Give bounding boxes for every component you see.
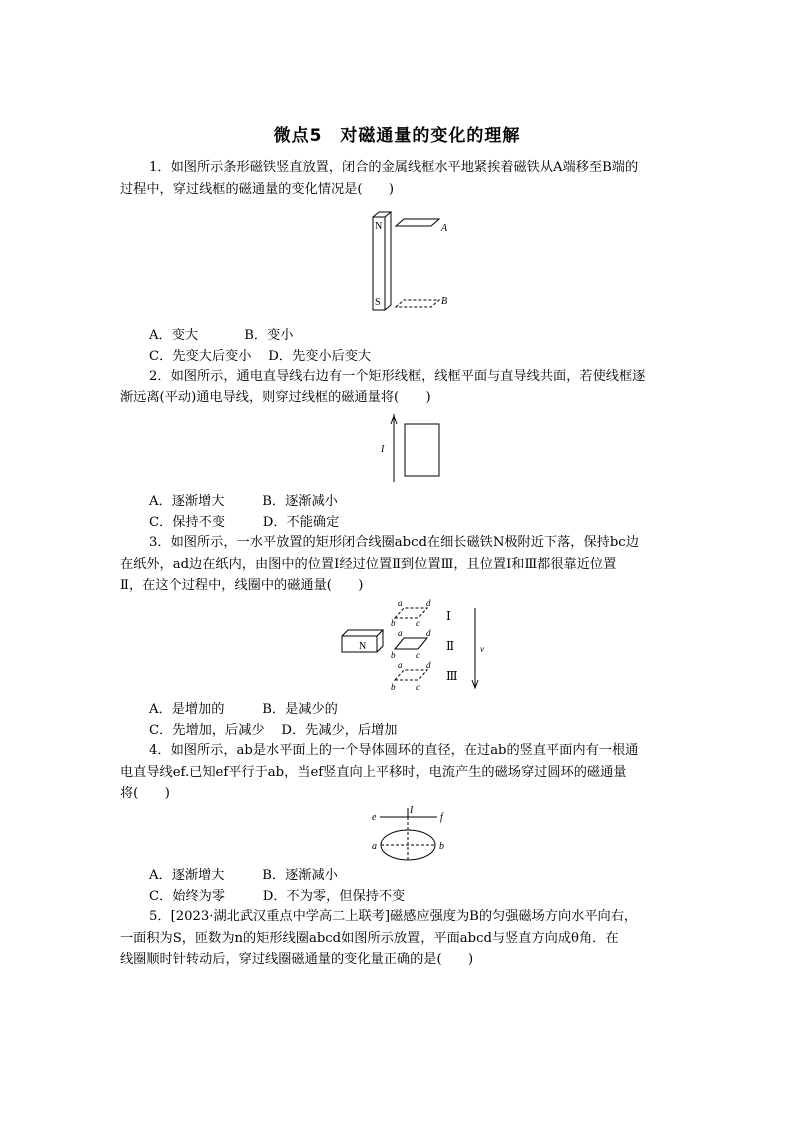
velocity-label: v [480, 644, 484, 654]
q4-option-d: D．不为零，但保持不变 [262, 889, 406, 904]
q4-figure [370, 804, 450, 864]
label-b: b [439, 841, 444, 852]
q1-option-b: B．变小 [244, 328, 294, 343]
magnet-s-label: S [375, 297, 381, 308]
magnet-n-label: N [375, 221, 383, 232]
q3-stem-line-2: 在纸外，ad边在纸内，由图中的位置Ⅰ经过位置Ⅱ到位置Ⅲ，且位置Ⅰ和Ⅲ都很靠近位置 [120, 557, 617, 572]
q1-figure [370, 210, 460, 315]
corner-b-1: b [391, 618, 396, 628]
q3-option-a: A．是增加的 [149, 702, 225, 717]
q3-option-d: D．先减少，后增加 [281, 723, 398, 738]
q1-option-a: A．变大 [149, 328, 199, 343]
q3-options-row-1 [149, 699, 338, 720]
corner-c-2: c [416, 650, 420, 660]
label-e: e [372, 812, 377, 823]
corner-b-2: b [391, 650, 396, 660]
coil-position-2 [395, 638, 427, 649]
coil-position-1 [395, 608, 427, 618]
q2-figure [378, 412, 448, 484]
position-2-label: Ⅱ [446, 639, 455, 653]
q4-stem-line-1: 4．如图所示，ab是水平面上的一个导体圆环的直径，在过ab的竖直平面内有一根通 [149, 743, 639, 758]
q3-option-b: B．是减少的 [262, 702, 338, 717]
q1-options-row-1 [149, 325, 293, 346]
page-title: 微点5 对磁通量的变化的理解 [273, 126, 521, 146]
q2-stem-line-2: 渐远离(平动)通电导线，则穿过线框的磁通量将( ) [120, 390, 431, 405]
q1-options-row-2 [149, 346, 371, 367]
q4-stem-line-2: 电直导线ef.已知ef平行于ab，当ef竖直向上平移时，电流产生的磁场穿过圆环的磁通量 [120, 765, 627, 780]
position-1-label: Ⅰ [446, 609, 451, 623]
q1-option-c: C．先变大后变小 [149, 349, 252, 364]
coil-position-3 [395, 670, 427, 680]
corner-d-3: d [426, 660, 431, 670]
label-a: a [372, 841, 377, 852]
q3-stem-line-3: Ⅱ，在这个过程中，线圈中的磁通量( ) [120, 578, 364, 593]
q5-stem-line-2: 一面积为S，匝数为n的矩形线圈abcd如图所示放置，平面abcd与竖直方向成θ角．在 [120, 931, 619, 946]
q2-options-row-2 [149, 512, 339, 533]
rectangular-loop [405, 424, 439, 476]
q4-option-a: A．逐渐增大 [149, 868, 225, 883]
label-i: I [410, 805, 414, 816]
q1-option-d: D．先变小后变大 [268, 349, 372, 364]
q3-option-c: C．先增加，后减少 [149, 723, 265, 738]
q2-option-d: D．不能确定 [262, 515, 340, 530]
q3-options-row-2 [149, 720, 397, 741]
corner-b-3: b [391, 682, 396, 692]
q2-options-row-1 [149, 491, 338, 512]
q1-stem-line-1: 1．如图所示条形磁铁竖直放置，闭合的金属线框水平地紧挨着磁铁从A端移至B端的 [149, 160, 639, 175]
current-label: I [381, 444, 385, 455]
corner-c-3: c [416, 682, 420, 692]
corner-d-2: d [426, 628, 431, 638]
q1-stem-line-2: 过程中，穿过线框的磁通量的变化情况是( ) [120, 182, 395, 197]
label-f: f [440, 812, 443, 823]
magnet-n-label: N [359, 641, 367, 652]
q2-option-c: C．保持不变 [149, 515, 226, 530]
bar-magnet-side [385, 212, 391, 310]
magnet-top [342, 630, 383, 636]
label-a: A [441, 223, 448, 234]
bar-magnet-top [373, 212, 391, 217]
q3-figure [340, 596, 490, 698]
coil-position-b [396, 300, 439, 307]
corner-c-1: c [416, 618, 420, 628]
q4-options-row-1 [149, 865, 338, 886]
q4-options-row-2 [149, 886, 405, 907]
corner-a-2: a [398, 628, 403, 638]
corner-a-3: a [398, 660, 403, 670]
q2-stem-line-1: 2．如图所示，通电直导线右边有一个矩形线框，线框平面与直导线共面，若使线框逐 [149, 369, 646, 384]
q3-stem-line-1: 3．如图所示，一水平放置的矩形闭合线圈abcd在细长磁铁N极附近下落，保持bc边 [149, 535, 639, 550]
q2-option-a: A．逐渐增大 [149, 494, 225, 509]
q5-stem-line-1: 5．[2023·湖北武汉重点中学高二上联考]磁感应强度为B的匀强磁场方向水平向右， [149, 909, 638, 924]
q4-option-c: C．始终为零 [149, 889, 226, 904]
position-3-label: Ⅲ [446, 669, 458, 683]
q5-stem-line-3: 线圈顺时针转动后，穿过线圈磁通量的变化量正确的是( ) [120, 952, 474, 967]
corner-d-1: d [426, 598, 431, 608]
q4-option-b: B．逐渐减小 [262, 868, 338, 883]
label-b: B [441, 296, 448, 307]
corner-a-1: a [398, 598, 403, 608]
q4-stem-line-3: 将( ) [120, 786, 170, 801]
coil-position-a [396, 219, 439, 226]
q2-option-b: B．逐渐减小 [262, 494, 338, 509]
